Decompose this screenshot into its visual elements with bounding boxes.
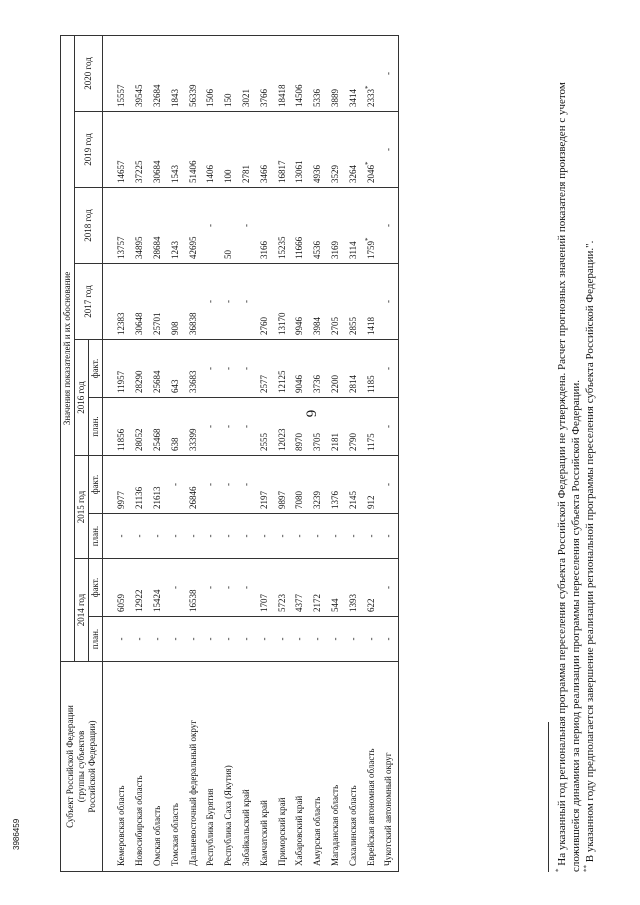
value-cell: - xyxy=(238,456,256,514)
subject-name-cell: Еврейская автономная область xyxy=(362,662,380,872)
value-cell: 37225 xyxy=(131,112,149,188)
header-2015: 2015 год xyxy=(75,456,89,559)
footnote-mark: * xyxy=(363,85,372,89)
value-cell: 4377 xyxy=(291,559,309,617)
value-cell: 1759* xyxy=(362,188,380,264)
table-row xyxy=(327,35,345,871)
value-cell: 1393 xyxy=(344,559,362,617)
value-cell: 3414 xyxy=(344,35,362,111)
value-cell: 2760 xyxy=(255,264,273,340)
subject-name-cell: Хабаровский край xyxy=(291,662,309,872)
value-cell: 7080 xyxy=(291,456,309,514)
subject-name-cell: Томская область xyxy=(166,662,184,872)
value-cell: 2814 xyxy=(344,340,362,398)
value-cell: 16817 xyxy=(273,112,291,188)
value-cell: 12922 xyxy=(131,559,149,617)
value-cell: 2046* xyxy=(362,112,380,188)
value-cell: 28290 xyxy=(131,340,149,398)
value-cell: 56339 xyxy=(184,35,202,111)
footnote-2-text: В указанном году предполагается завершение реализации региональной программы переселения субъекта Российской Федерации.". xyxy=(584,240,596,863)
value-cell: 1843 xyxy=(166,35,184,111)
value-cell: 3021 xyxy=(238,35,256,111)
header-2014-fact: факт. xyxy=(89,559,103,617)
value-cell: - xyxy=(380,35,398,111)
value-cell: 1543 xyxy=(166,112,184,188)
value-cell: 3169 xyxy=(327,188,345,264)
header-2016: 2016 год xyxy=(75,340,89,456)
value-cell: - xyxy=(344,514,362,559)
value-cell: 908 xyxy=(166,264,184,340)
value-cell: 1418 xyxy=(362,264,380,340)
value-cell: 3239 xyxy=(309,456,327,514)
footnote-mark: * xyxy=(363,237,372,241)
value-cell: - xyxy=(255,514,273,559)
value-cell: 1175 xyxy=(362,398,380,456)
value-cell: 2781 xyxy=(238,112,256,188)
value-cell: 11856 xyxy=(113,398,131,456)
value-cell: 2145 xyxy=(344,456,362,514)
value-cell: - xyxy=(149,514,167,559)
header-2020: 2020 год xyxy=(75,35,103,111)
value-cell: - xyxy=(202,559,220,617)
header-2015-fact: факт. xyxy=(89,456,103,514)
value-cell: 33399 xyxy=(184,398,202,456)
value-cell: 622 xyxy=(362,559,380,617)
value-cell: 1243 xyxy=(166,188,184,264)
value-cell: - xyxy=(380,617,398,662)
value-cell: 15424 xyxy=(149,559,167,617)
value-cell: 2855 xyxy=(344,264,362,340)
value-cell: 9897 xyxy=(273,456,291,514)
value-cell: 3529 xyxy=(327,112,345,188)
value-cell: 25701 xyxy=(149,264,167,340)
value-cell: - xyxy=(131,514,149,559)
value-cell: 2181 xyxy=(327,398,345,456)
table-header xyxy=(61,35,103,871)
value-cell: - xyxy=(220,456,238,514)
value-cell: 50 xyxy=(220,188,238,264)
value-cell: 2705 xyxy=(327,264,345,340)
value-cell: 13757 xyxy=(113,188,131,264)
value-cell: 1406 xyxy=(202,112,220,188)
value-cell: 13061 xyxy=(291,112,309,188)
subject-name-cell: Дальневосточный федеральный округ xyxy=(184,662,202,872)
value-cell: 12383 xyxy=(113,264,131,340)
value-cell: 14657 xyxy=(113,112,131,188)
value-cell: - xyxy=(380,340,398,398)
value-cell: - xyxy=(113,617,131,662)
value-cell: 33683 xyxy=(184,340,202,398)
value-cell: 36838 xyxy=(184,264,202,340)
value-cell: - xyxy=(238,264,256,340)
value-cell: - xyxy=(220,514,238,559)
value-cell: 3114 xyxy=(344,188,362,264)
value-cell: 15235 xyxy=(273,188,291,264)
value-cell: 15557 xyxy=(113,35,131,111)
value-cell: - xyxy=(220,617,238,662)
value-cell: - xyxy=(131,617,149,662)
header-subject xyxy=(61,662,103,872)
value-cell: 3166 xyxy=(255,188,273,264)
header-values-group: Значения показателей и их обоснование xyxy=(61,35,75,661)
value-cell: 11666 xyxy=(291,188,309,264)
value-cell: 51406 xyxy=(184,112,202,188)
value-cell: 5723 xyxy=(273,559,291,617)
value-cell: 1506 xyxy=(202,35,220,111)
value-cell: 30684 xyxy=(149,112,167,188)
value-cell: - xyxy=(380,264,398,340)
table-row xyxy=(255,35,273,871)
value-cell: 12023 xyxy=(273,398,291,456)
value-cell: 2333* xyxy=(362,35,380,111)
value-cell: - xyxy=(273,514,291,559)
footnote-divider xyxy=(548,722,549,872)
value-cell: - xyxy=(202,188,220,264)
subject-name-cell: Амурская область xyxy=(309,662,327,872)
page-number: 6 xyxy=(302,409,319,418)
header-2019: 2019 год xyxy=(75,112,103,188)
header-subject-line1: Субъект Российской Федерации xyxy=(65,705,75,828)
value-cell: - xyxy=(220,398,238,456)
value-cell: 150 xyxy=(220,35,238,111)
value-cell: 2197 xyxy=(255,456,273,514)
value-cell: - xyxy=(220,559,238,617)
footnotes xyxy=(548,36,597,872)
footnote-2 xyxy=(583,36,597,872)
value-cell: 18418 xyxy=(273,35,291,111)
table-row xyxy=(220,35,238,871)
header-2014: 2014 год xyxy=(75,559,89,662)
value-cell: 2200 xyxy=(327,340,345,398)
table-row xyxy=(166,35,184,871)
subject-name-cell: Республика Саха (Якутия) xyxy=(220,662,238,872)
value-cell: - xyxy=(238,398,256,456)
value-cell: 12125 xyxy=(273,340,291,398)
subject-name-cell: Кемеровская область xyxy=(113,662,131,872)
value-cell: 6059 xyxy=(113,559,131,617)
value-cell: 25684 xyxy=(149,340,167,398)
value-cell: 1707 xyxy=(255,559,273,617)
table-row xyxy=(149,35,167,871)
value-cell: 11957 xyxy=(113,340,131,398)
footnote-2-mark: ** xyxy=(582,865,591,872)
subject-name-cell: Чукотский автономный округ xyxy=(380,662,398,872)
value-cell: - xyxy=(380,559,398,617)
value-cell: - xyxy=(202,514,220,559)
footnote-mark: * xyxy=(363,161,372,165)
table-row xyxy=(291,35,309,871)
value-cell: - xyxy=(220,340,238,398)
value-cell: 42695 xyxy=(184,188,202,264)
rotated-page-content xyxy=(60,32,640,872)
value-cell: 26846 xyxy=(184,456,202,514)
header-2017: 2017 год xyxy=(75,264,103,340)
value-cell: 1185 xyxy=(362,340,380,398)
value-cell: 13170 xyxy=(273,264,291,340)
indicators-table xyxy=(60,35,399,872)
value-cell: 14506 xyxy=(291,35,309,111)
subject-name-cell: Новосибирская область xyxy=(131,662,149,872)
value-cell: - xyxy=(220,264,238,340)
value-cell: - xyxy=(184,514,202,559)
header-2015-plan: план. xyxy=(89,514,103,559)
value-cell: - xyxy=(344,617,362,662)
value-cell: 643 xyxy=(166,340,184,398)
table-row xyxy=(344,35,362,871)
value-cell: 1376 xyxy=(327,456,345,514)
value-cell: 5336 xyxy=(309,35,327,111)
table-body xyxy=(103,35,399,871)
value-cell: 25468 xyxy=(149,398,167,456)
value-cell: - xyxy=(202,617,220,662)
value-cell: - xyxy=(166,514,184,559)
value-cell: 4936 xyxy=(309,112,327,188)
value-cell: 3984 xyxy=(309,264,327,340)
value-cell: 544 xyxy=(327,559,345,617)
table-row xyxy=(131,35,149,871)
value-cell: 2555 xyxy=(255,398,273,456)
value-cell: - xyxy=(291,617,309,662)
table-row xyxy=(380,35,398,871)
value-cell: - xyxy=(202,398,220,456)
value-cell: 3466 xyxy=(255,112,273,188)
value-cell: - xyxy=(309,617,327,662)
value-cell: 39545 xyxy=(131,35,149,111)
value-cell: - xyxy=(380,456,398,514)
subject-name-cell: Забайкальский край xyxy=(238,662,256,872)
value-cell: - xyxy=(149,617,167,662)
value-cell: 9977 xyxy=(113,456,131,514)
value-cell: - xyxy=(380,514,398,559)
value-cell: 21136 xyxy=(131,456,149,514)
subject-name-cell: Магаданская область xyxy=(327,662,345,872)
value-cell: 16538 xyxy=(184,559,202,617)
header-2016-fact: факт. xyxy=(89,340,103,398)
value-cell: 3264 xyxy=(344,112,362,188)
value-cell: - xyxy=(273,617,291,662)
footnote-1-text: На указанный год региональная программа переселения субъекта Российской Федерации не утверждена. Расчет прогнозных значений показателя произведен с учетом сложившейся динамики за период реализации программы переселения субъекта Российской Федерации. xyxy=(556,82,582,872)
value-cell: 2577 xyxy=(255,340,273,398)
value-cell: 32684 xyxy=(149,35,167,111)
header-2016-plan: план. xyxy=(89,398,103,456)
value-cell: 28684 xyxy=(149,188,167,264)
value-cell: - xyxy=(255,617,273,662)
subject-name-cell: Омская область xyxy=(149,662,167,872)
table-row xyxy=(202,35,220,871)
footnote-1-mark: * xyxy=(554,868,563,872)
header-subject-line2: (группы субъектов xyxy=(76,730,86,803)
value-cell: 34895 xyxy=(131,188,149,264)
value-cell: - xyxy=(309,514,327,559)
value-cell: - xyxy=(202,264,220,340)
value-cell: - xyxy=(166,617,184,662)
subject-name-cell: Сахалинская область xyxy=(344,662,362,872)
header-subject-line3: Российской Федерации) xyxy=(87,720,97,813)
table-row xyxy=(309,35,327,871)
value-cell: 638 xyxy=(166,398,184,456)
value-cell: - xyxy=(291,514,309,559)
value-cell: 8970 xyxy=(291,398,309,456)
value-cell: - xyxy=(238,188,256,264)
value-cell: 3889 xyxy=(327,35,345,111)
value-cell: 30648 xyxy=(131,264,149,340)
value-cell: - xyxy=(238,617,256,662)
value-cell: - xyxy=(184,617,202,662)
value-cell: - xyxy=(327,617,345,662)
value-cell: - xyxy=(362,617,380,662)
subject-name-cell: Республика Бурятия xyxy=(202,662,220,872)
value-cell: 3736 xyxy=(309,340,327,398)
value-cell: 3705 xyxy=(309,398,327,456)
value-cell: 2172 xyxy=(309,559,327,617)
value-cell: 9946 xyxy=(291,264,309,340)
value-cell: - xyxy=(238,514,256,559)
value-cell: - xyxy=(202,340,220,398)
value-cell: - xyxy=(380,112,398,188)
value-cell: 21613 xyxy=(149,456,167,514)
value-cell: 28052 xyxy=(131,398,149,456)
value-cell: - xyxy=(380,188,398,264)
value-cell: 9046 xyxy=(291,340,309,398)
value-cell: - xyxy=(166,456,184,514)
value-cell: - xyxy=(238,559,256,617)
document-id: 3986459 xyxy=(12,818,21,850)
table-row xyxy=(273,35,291,871)
value-cell: - xyxy=(202,456,220,514)
subject-name-cell: Приморский край xyxy=(273,662,291,872)
value-cell: - xyxy=(362,514,380,559)
value-cell: 4536 xyxy=(309,188,327,264)
value-cell: 2790 xyxy=(344,398,362,456)
footnote-1 xyxy=(555,36,583,872)
table-row xyxy=(362,35,380,871)
table-row xyxy=(238,35,256,871)
header-2014-plan: план. xyxy=(89,617,103,662)
header-2018: 2018 год xyxy=(75,188,103,264)
value-cell: 100 xyxy=(220,112,238,188)
table-row xyxy=(113,35,131,871)
subject-name-cell: Камчатский край xyxy=(255,662,273,872)
value-cell: - xyxy=(380,398,398,456)
value-cell: - xyxy=(113,514,131,559)
value-cell: 3766 xyxy=(255,35,273,111)
value-cell: - xyxy=(166,559,184,617)
value-cell: - xyxy=(238,340,256,398)
value-cell: 912 xyxy=(362,456,380,514)
value-cell: - xyxy=(327,514,345,559)
table-row xyxy=(184,35,202,871)
